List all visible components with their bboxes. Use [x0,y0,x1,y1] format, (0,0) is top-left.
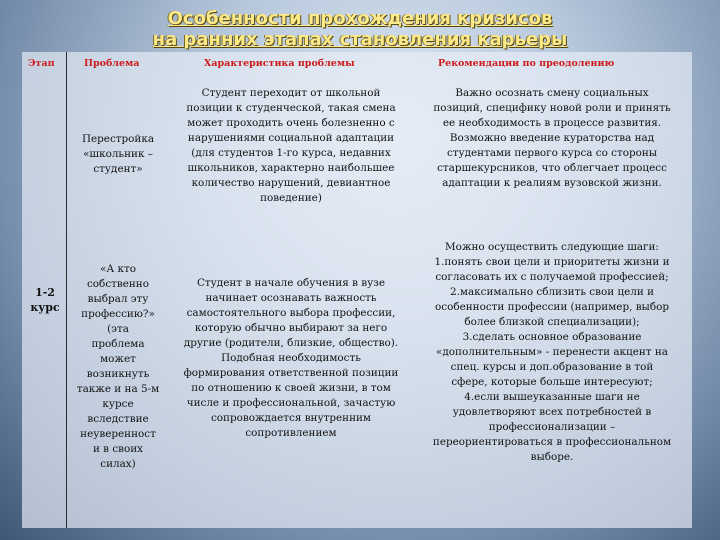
text-line: «школьник – [83,148,153,160]
column-divider [66,52,67,528]
text-line: позиции к студенческой, такая смена [186,102,396,114]
text-line: также и на 5-м [76,383,160,395]
text-line: по отношению к своей жизни, в том [191,382,391,394]
text-line: удовлетворяют всех потребностей в [452,406,652,418]
text-line: Перестройка [81,133,155,145]
text-line: проблема [91,338,145,350]
text-line: сопротивлением [245,427,337,439]
slide-title-line-2: на ранних этапах становления карьеры [152,29,568,50]
header-stage: Этап [28,58,55,69]
text-line: неуверенност [80,428,156,440]
slide-title [0,8,720,50]
stage-line: курс [30,301,60,314]
header-recommendation: Рекомендации по преодолению [438,58,615,69]
text-line: (эта [107,323,129,335]
text-line: школьников, характерно наибольшее [187,162,395,174]
text-line: может проходить очень болезненно с [187,117,395,129]
row-2-recommendation [412,240,692,465]
slide-title-line-1: Особенности прохождения кризисов [167,8,553,29]
text-line: адаптации к реалиям вузовской жизни. [442,177,662,189]
row-2-characteristic [168,276,414,441]
text-line: «А кто [99,263,137,275]
text-line: которую обычно выбирают за него [194,322,388,334]
text-line: может [100,353,136,365]
text-line: сопровождается внутренним [210,412,372,424]
text-line: выбрал эту [87,293,149,305]
text-line: Важно осознать смену социальных [455,87,649,99]
header-characteristic: Характеристика проблемы [204,58,355,69]
text-line: Можно осуществить следующие шаги: [445,241,659,253]
text-line: позиций, специфику новой роли и принять [433,102,671,114]
text-line: собственно [86,278,149,290]
text-line: ее необходимость в процессе развития. [442,117,662,129]
text-line: более близкой специализации); [464,316,640,328]
text-line: 2.максимально сблизить свои цели и [449,286,655,298]
text-line: и в своих [92,443,144,455]
text-line: формирования ответственной позиции [183,367,399,379]
text-line: 3.сделать основное образование [462,331,642,343]
row-1-recommendation [412,86,692,191]
text-line: самостоятельного выбора профессии, [186,307,396,319]
text-line: силах) [100,458,136,470]
text-line: (для студентов 1-го курса, недавних [191,147,391,159]
row-1-characteristic [168,86,414,206]
text-line: 1.понять свои цели и приоритеты жизни и [434,256,670,268]
text-line: Студент в начале обучения в вузе [196,277,385,289]
text-line: возникнуть [86,368,150,380]
text-line: сфере, которые больше интересуют; [451,376,653,388]
row-1-problem [70,132,166,177]
text-line: Студент переходит от школьной [201,87,381,99]
text-line: переориентироваться в профессиональном [432,436,672,448]
text-line: Возможно введение кураторства над [449,132,655,144]
text-line: «дополнительным» - перенести акцент на [436,346,668,358]
text-line: профессионализации – [488,421,616,433]
text-line: поведение) [260,192,322,204]
text-line: нарушениями социальной адаптации [187,132,395,144]
text-line: выборе. [530,451,574,463]
text-line: старшекурсников, что облегчает процесс [437,162,667,174]
stage-cell [26,285,64,315]
text-line: вследствие [87,413,149,425]
text-line: Подобная необходимость [221,352,361,364]
text-line: студентами первого курса со стороны [446,147,658,159]
text-line: другие (родители, близкие, общество). [183,337,399,349]
text-line: 4.если вышеуказанные шаги не [464,391,640,403]
text-line: студент» [93,163,143,175]
text-line: спец. курсы и доп.образование в той [450,361,654,373]
text-line: количество нарушений, девиантное [191,177,391,189]
text-line: курсе [102,398,134,410]
text-line: согласовать их с получаемой профессией; [435,271,669,283]
text-line: начинает осознавать важность [205,292,377,304]
text-line: профессию?» [81,308,155,320]
stage-line: 1-2 [35,286,55,299]
text-line: числе и профессиональной, зачастую [186,397,396,409]
header-problem: Проблема [84,58,140,69]
row-2-problem [69,262,167,472]
text-line: особенности профессии (например, выбор [435,301,669,313]
